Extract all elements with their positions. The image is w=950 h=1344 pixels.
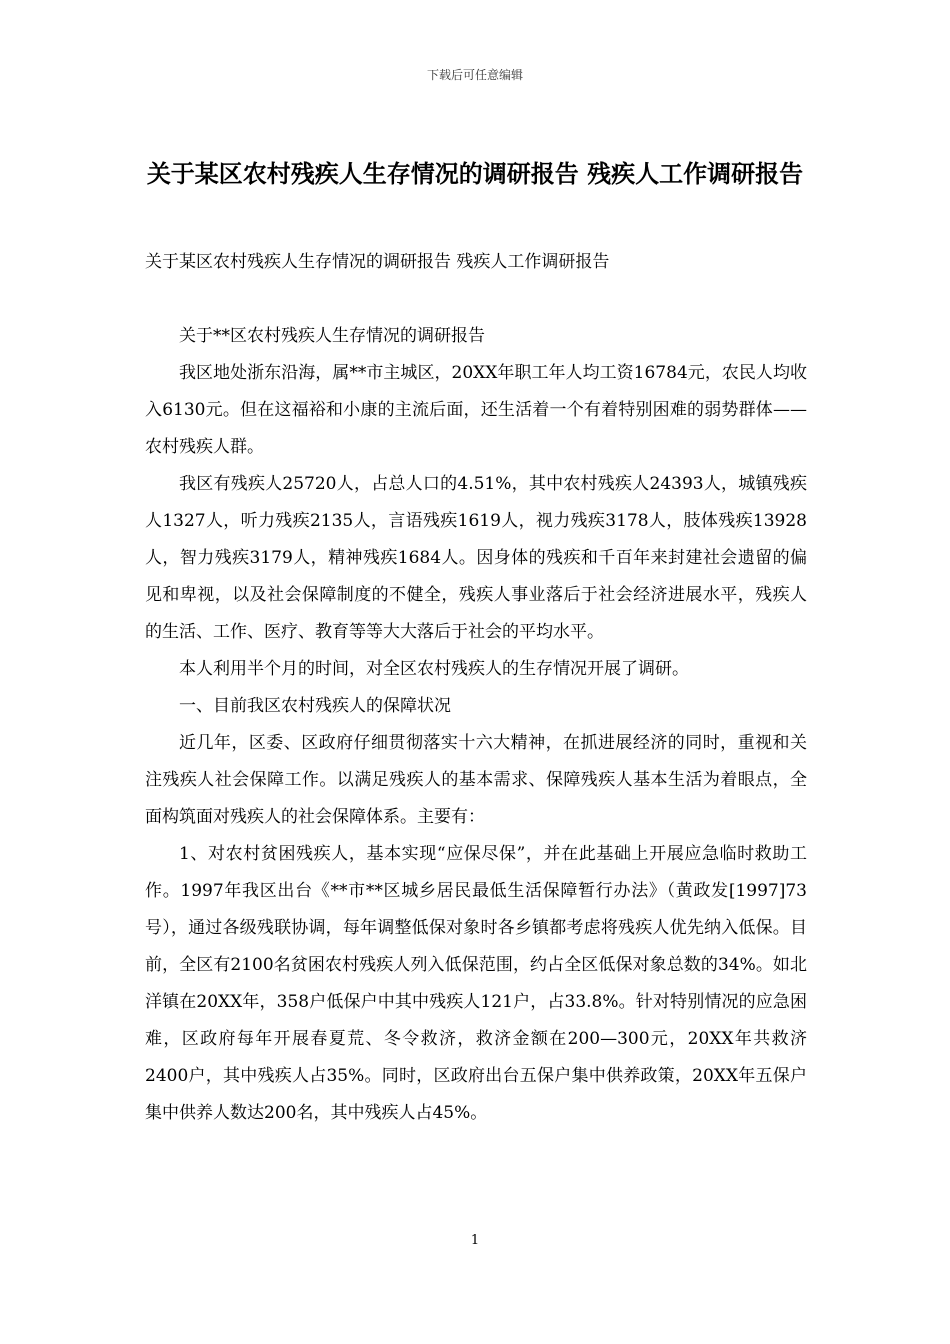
section-heading: 一、目前我区农村残疾人的保障状况 [179,696,451,716]
page-number: 1 [470,1233,480,1248]
paragraph: 我区有残疾人25720人，占总人口的4.51%，其中农村残疾人24393人，城镇残疾人1327人，听力残疾2135人，言语残疾1619人，视力残疾3178人，肢体残疾13928人，智力残疾3179人，精神残疾1684人。因身体的残疾和千百年来封建社会遗留的偏见和卑视，以及社会保障制度的不健全，残疾人事业落后于社会经济进展水平，残疾人的生活、工作、医疗、教育等等大大落后于社会的平均水平。 [145,474,807,642]
paragraph: 1、对农村贫困残疾人，基本实现“应保尽保”，并在此基础上开展应急临时救助工作。1997年我区出台《**市**区城乡居民最低生活保障暂行办法》（黄政发[1997]73号），通过各级残联协调，每年调整低保对象时各乡镇都考虑将残疾人优先纳入低保。目前，全区有2100名贫困农村残疾人列入低保范围，约占全区低保对象总数的34%。如北洋镇在20XX年，358户低保户中其中残疾人121户，占33.8%。针对特别情况的应急困难，区政府每年开展春夏荒、冬令救济，救济金额在200—300元，20XX年共救济2400户，其中残疾人占35%。同时，区政府出台五保户集中供养政策，20XX年五保户集中供养人数达200名，其中残疾人占45%。 [145,844,807,1123]
document-subtitle: 关于某区农村残疾人生存情况的调研报告 残疾人工作调研报告 [145,252,610,272]
paragraph: 我区地处浙东沿海，属**市主城区，20XX年职工年人均工资16784元，农民人均收入6130元。但在这福裕和小康的主流后面，还生活着一个有着特别困难的弱势群体——农村残疾人群。 [145,363,807,457]
paragraph: 本人利用半个月的时间，对全区农村残疾人的生存情况开展了调研。 [179,659,689,679]
header-note: 下载后可任意编辑 [426,68,523,82]
document-body [145,318,807,1132]
paragraph: 近几年，区委、区政府仔细贯彻落实十六大精神，在抓进展经济的同时，重视和关注残疾人社会保障工作。以满足残疾人的基本需求、保障残疾人基本生活为着眼点，全面构筑面对残疾人的社会保障体系。主要有： [145,733,807,827]
document-title: 关于某区农村残疾人生存情况的调研报告 残疾人工作调研报告 [146,159,804,188]
section-heading: 关于**区农村残疾人生存情况的调研报告 [179,326,485,346]
